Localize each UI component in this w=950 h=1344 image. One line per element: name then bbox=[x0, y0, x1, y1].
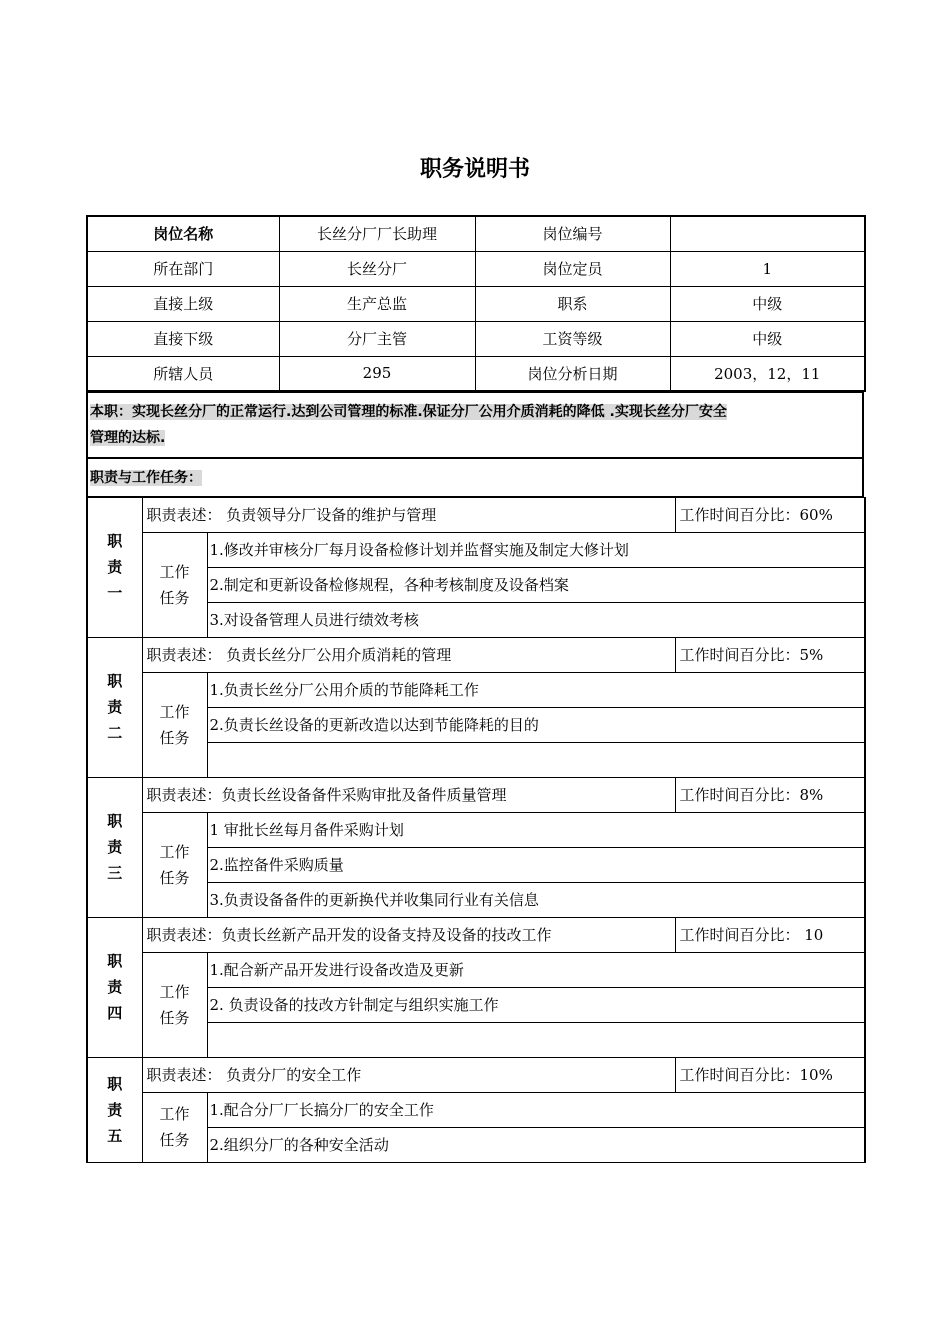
info-value: 1 bbox=[670, 251, 865, 286]
task-item: 1.配合新产品开发进行设备改造及更新 bbox=[207, 952, 865, 987]
duty-description: 职责表述： 负责领导分厂设备的维护与管理 bbox=[142, 497, 675, 532]
task-row bbox=[87, 952, 865, 987]
duty-time-percent: 工作时间百分比：60% bbox=[675, 497, 865, 532]
task-label bbox=[142, 812, 207, 917]
info-label: 直接上级 bbox=[87, 286, 279, 321]
task-label-line: 任务 bbox=[159, 1131, 190, 1149]
task-label-line: 任务 bbox=[159, 728, 190, 747]
info-row bbox=[87, 286, 865, 321]
duty-desc-row bbox=[87, 497, 865, 532]
task-item: 3.负责设备备件的更新换代并收集同行业有关信息 bbox=[207, 882, 865, 917]
duty-description: 职责表述：负责长丝新产品开发的设备支持及设备的技改工作 bbox=[142, 917, 675, 952]
info-label: 所在部门 bbox=[87, 251, 279, 286]
task-item: 2.组织分厂的各种安全活动 bbox=[207, 1127, 865, 1162]
task-label-line: 任务 bbox=[159, 868, 190, 887]
info-value: 分厂主管 bbox=[279, 321, 475, 356]
duty-time-percent: 工作时间百分比：5% bbox=[675, 637, 865, 672]
info-value: 长丝分厂 bbox=[279, 251, 475, 286]
task-item bbox=[207, 742, 865, 777]
info-value: 长丝分厂厂长助理 bbox=[279, 216, 475, 251]
info-row bbox=[87, 216, 865, 251]
duty-label-char: 职 bbox=[107, 812, 123, 830]
task-item: 1.负责长丝分厂公用介质的节能降耗工作 bbox=[207, 672, 865, 707]
task-item: 1 审批长丝每月备件采购计划 bbox=[207, 812, 865, 847]
document-title: 职务说明书 bbox=[419, 157, 530, 182]
duty-label-char: 责 bbox=[107, 838, 123, 856]
task-item bbox=[207, 1022, 865, 1057]
duty-label-char: 三 bbox=[107, 864, 123, 882]
duty-desc-row bbox=[87, 777, 865, 812]
duty-label bbox=[87, 777, 142, 917]
info-value: 生产总监 bbox=[279, 286, 475, 321]
info-label: 岗位定员 bbox=[475, 251, 670, 286]
task-item: 1.修改并审核分厂每月设备检修计划并监督实施及制定大修计划 bbox=[207, 532, 865, 567]
task-label-line: 工作 bbox=[159, 982, 190, 1001]
task-label bbox=[142, 1092, 207, 1162]
duty-label bbox=[87, 637, 142, 777]
duty-label-char: 一 bbox=[107, 584, 123, 602]
info-table bbox=[86, 215, 866, 392]
duty-label-char: 二 bbox=[107, 724, 123, 742]
task-item: 3.对设备管理人员进行绩效考核 bbox=[207, 602, 865, 637]
duty-description: 职责表述： 负责分厂的安全工作 bbox=[142, 1057, 675, 1092]
duty-desc-row bbox=[87, 917, 865, 952]
duty-label-char: 职 bbox=[107, 1074, 123, 1093]
task-row bbox=[87, 672, 865, 707]
duty-label bbox=[87, 497, 142, 637]
duty-label-char: 四 bbox=[107, 1004, 123, 1022]
task-label bbox=[142, 952, 207, 1057]
duty-label-char: 责 bbox=[107, 1100, 123, 1119]
section-header bbox=[87, 458, 863, 496]
duty-desc-row bbox=[87, 1057, 865, 1092]
task-label-line: 工作 bbox=[159, 702, 190, 721]
duty-time-percent: 工作时间百分比：10% bbox=[675, 1057, 865, 1092]
task-item: 2.制定和更新设备检修规程，各种考核制度及设备档案 bbox=[207, 567, 865, 602]
info-label: 岗位编号 bbox=[475, 216, 670, 251]
duty-description: 职责表述： 负责长丝分厂公用介质消耗的管理 bbox=[142, 637, 675, 672]
duties-body bbox=[87, 497, 865, 1162]
duty-label-char: 职 bbox=[107, 952, 123, 970]
info-value: 中级 bbox=[670, 286, 865, 321]
info-row bbox=[87, 251, 865, 286]
duty-time-percent: 工作时间百分比：8% bbox=[675, 777, 865, 812]
section-title: 职责与工作任务： bbox=[90, 470, 202, 487]
task-label-line: 工作 bbox=[159, 842, 190, 861]
duty-label-char: 职 bbox=[107, 672, 123, 690]
task-item: 2.负责长丝设备的更新改造以达到节能降耗的目的 bbox=[207, 707, 865, 742]
duty-desc-row bbox=[87, 637, 865, 672]
duty-label-char: 五 bbox=[107, 1126, 123, 1145]
info-label: 所辖人员 bbox=[87, 356, 279, 391]
summary-line-1: 本职：实现长丝分厂的正常运行.达到公司管理的标准.保证分厂公用介质消耗的降低 .实现长丝分厂安全 bbox=[90, 404, 727, 420]
summary-table bbox=[86, 392, 864, 497]
duty-label-char: 责 bbox=[107, 558, 123, 576]
task-row bbox=[87, 812, 865, 847]
task-label bbox=[142, 532, 207, 637]
section-header-row bbox=[87, 458, 863, 496]
info-row bbox=[87, 321, 865, 356]
task-label-line: 任务 bbox=[159, 1008, 190, 1027]
duty-label-char: 责 bbox=[107, 978, 123, 996]
task-label-line: 工作 bbox=[159, 562, 190, 581]
summary-row bbox=[87, 393, 863, 459]
duty-label-char: 职 bbox=[107, 532, 123, 550]
summary-cell bbox=[87, 393, 863, 459]
task-label-line: 工作 bbox=[159, 1105, 190, 1123]
task-item: 1.配合分厂厂长搞分厂的安全工作 bbox=[207, 1092, 865, 1127]
task-row bbox=[87, 1092, 865, 1127]
info-value: 295 bbox=[279, 356, 475, 391]
info-label: 职系 bbox=[475, 286, 670, 321]
task-label-line: 任务 bbox=[159, 588, 190, 607]
info-value bbox=[670, 216, 865, 251]
duties-table bbox=[86, 497, 866, 1163]
duty-label-char: 责 bbox=[107, 698, 123, 716]
task-item: 2.监控备件采购质量 bbox=[207, 847, 865, 882]
duty-description: 职责表述：负责长丝设备备件采购审批及备件质量管理 bbox=[142, 777, 675, 812]
info-label: 工资等级 bbox=[475, 321, 670, 356]
task-label bbox=[142, 672, 207, 777]
info-label: 岗位分析日期 bbox=[475, 356, 670, 391]
duty-time-percent: 工作时间百分比： 10 bbox=[675, 917, 865, 952]
task-item: 2. 负责设备的技改方针制定与组织实施工作 bbox=[207, 987, 865, 1022]
info-label: 岗位名称 bbox=[87, 216, 279, 251]
info-value: 2003，12，11 bbox=[670, 356, 865, 391]
info-value: 中级 bbox=[670, 321, 865, 356]
info-label: 直接下级 bbox=[87, 321, 279, 356]
summary-line-2: 管理的达标. bbox=[90, 430, 166, 446]
duty-label bbox=[87, 917, 142, 1057]
duty-label bbox=[87, 1057, 142, 1162]
info-row bbox=[87, 356, 865, 391]
task-row bbox=[87, 532, 865, 567]
job-description-sheet bbox=[86, 215, 864, 1163]
